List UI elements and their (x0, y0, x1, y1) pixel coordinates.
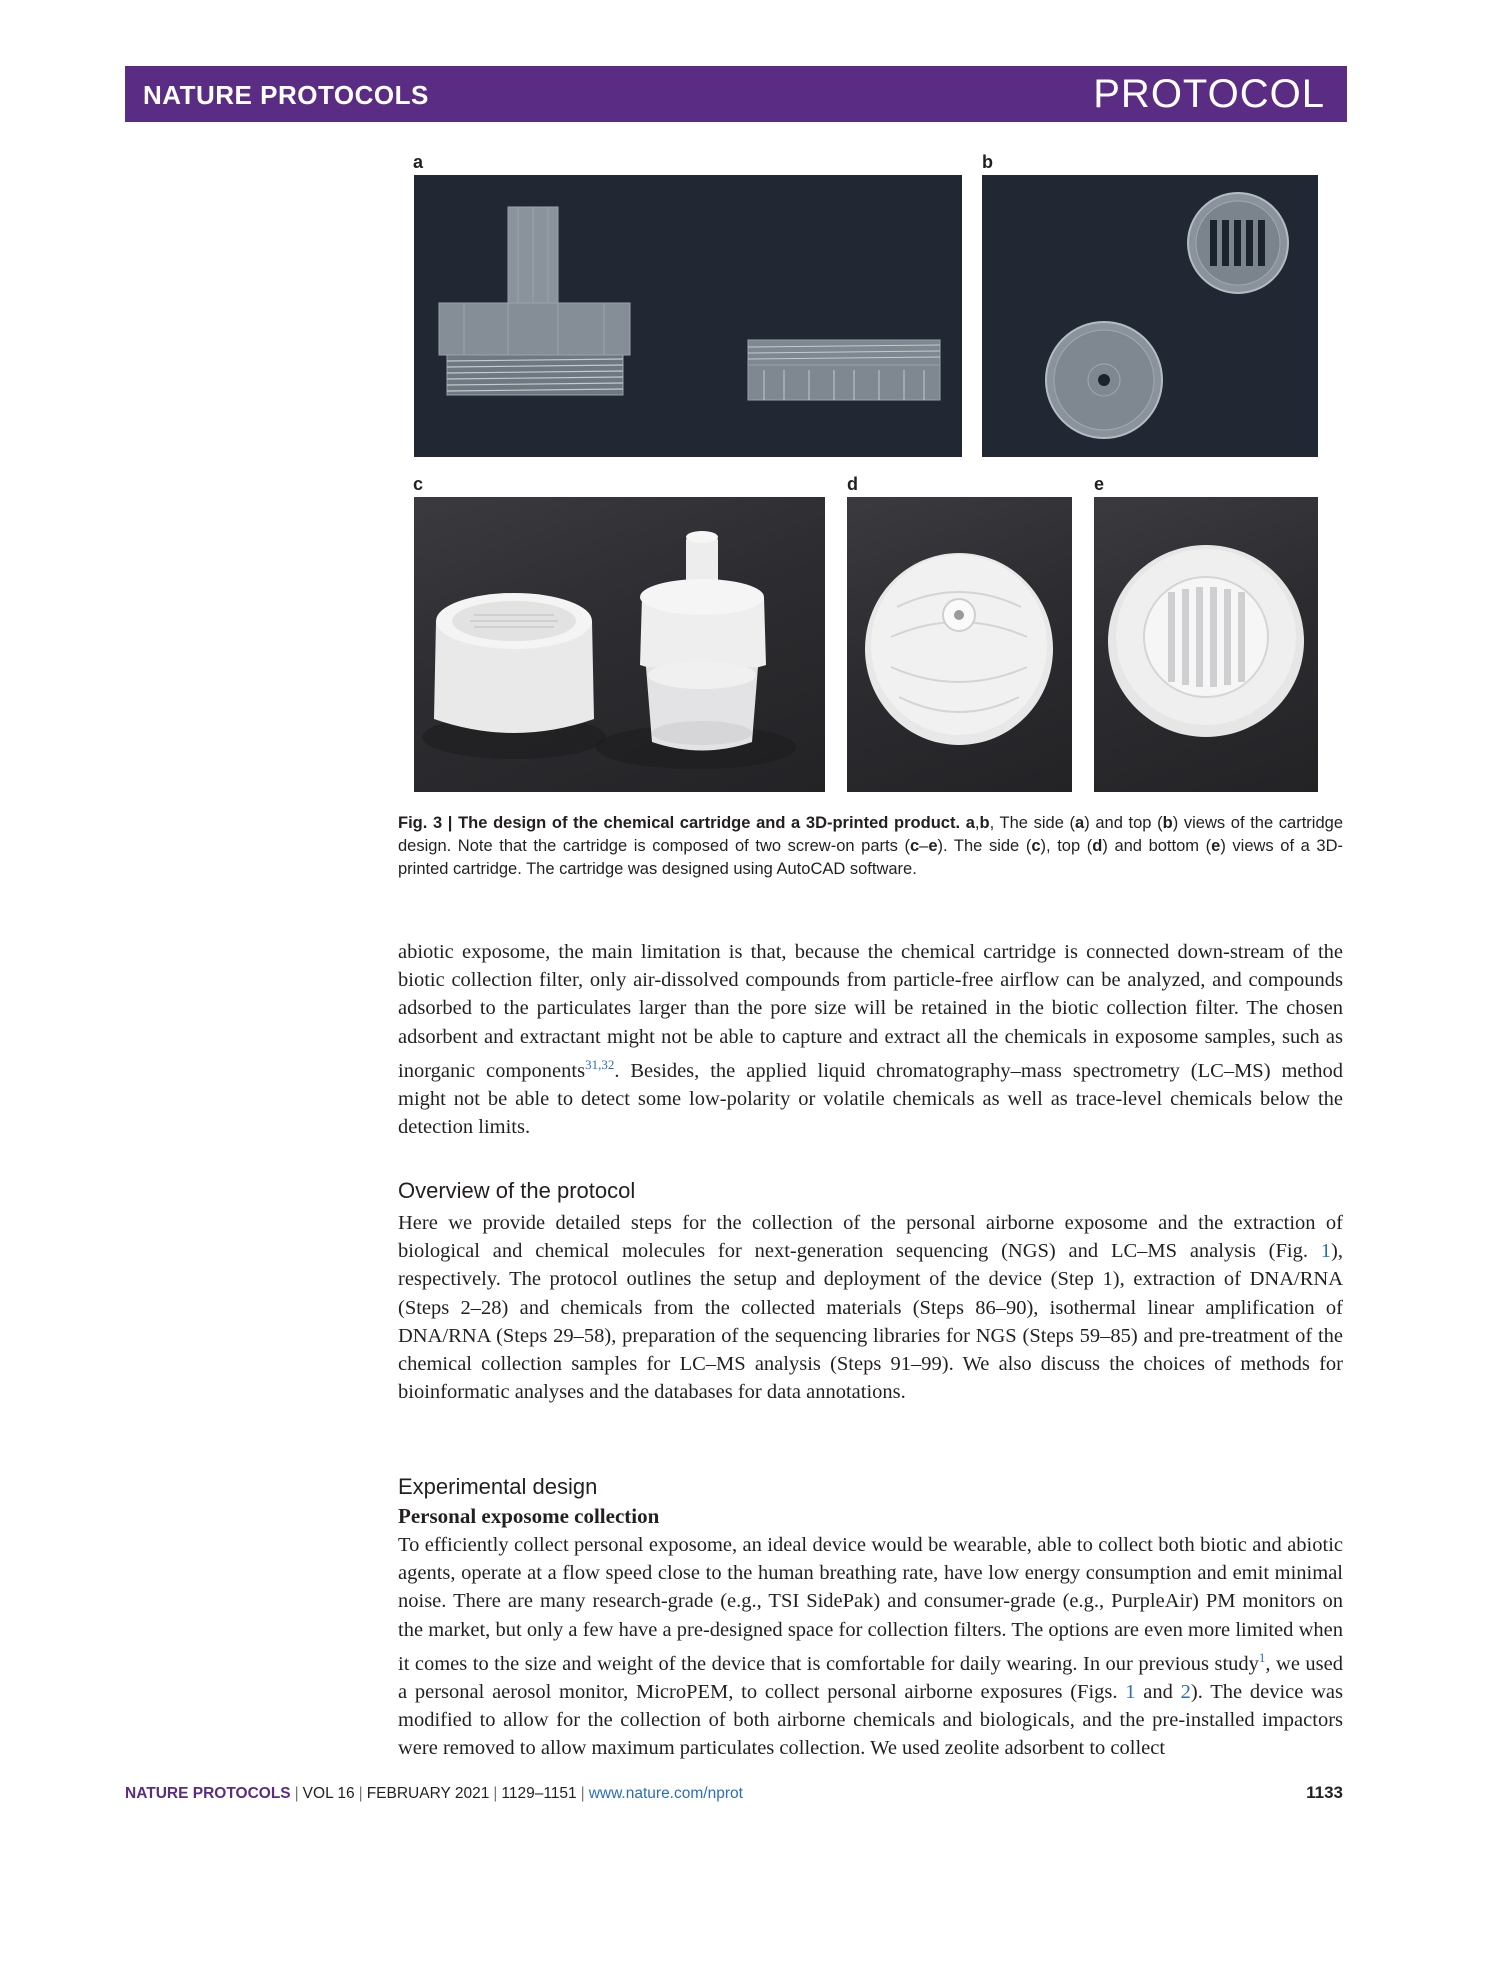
footer-volume: VOL 16 (302, 1785, 355, 1802)
body-paragraph-limitations-text (398, 941, 1343, 1138)
text-run: Here we provide detailed steps for the collection of the personal airborne exposome and the extraction of biological and chemical molecules for next-generation sequencing (NGS) and LC–MS analysis (Fig. (398, 1212, 1343, 1263)
text-run: , The side ( (989, 814, 1076, 832)
footer-journal-name: NATURE PROTOCOLS (125, 1785, 291, 1802)
figure-panel-b-cad-top-view (982, 175, 1318, 457)
text-run: ) views of a 3D-printed cartridge. The cartridge was designed using AutoCAD software. (398, 837, 1344, 878)
panel-label-e: e (1094, 474, 1105, 494)
footer-separator: | (580, 1785, 585, 1802)
figure-reference-link[interactable]: 1 (1320, 1240, 1332, 1263)
text-run: ) and top ( (1084, 814, 1163, 832)
figure-caption-title: Fig. 3 | The design of the chemical cartridge and a 3D-printed product. (398, 814, 961, 832)
figure-reference-link[interactable]: 1 (1125, 1680, 1136, 1703)
panel-reference: c (909, 837, 920, 855)
body-paragraph-limitations (398, 938, 1343, 1141)
figure-panel-e-photo-bottom-view (1094, 497, 1318, 792)
cad-top-view-drawing (982, 175, 1318, 457)
panel-reference: c (1031, 837, 1041, 855)
footer-separator: | (493, 1785, 498, 1802)
cad-side-view-drawing (414, 175, 962, 457)
panel-label-a: a (413, 152, 424, 172)
footer-page-range: 1129–1151 (501, 1785, 577, 1802)
body-paragraph-personal-collection (398, 1531, 1343, 1762)
text-run: To efficiently collect personal exposome, an ideal device would be wearable, able to collect both biotic and abiotic agents, operate at a flow speed close to the human breathing rate, have low energy consumption and emit minimal noise. There are many research-grade (e.g., TSI SidePak) and consumer-grade (e.g., PurpleAir) PM monitors on the market, but only a few have a pre-designed space for collection filters. The options are even more limited when it comes to the size and weight of the device that is comfortable for daily wearing. In our previous study (398, 1534, 1343, 1675)
panel-reference: b (1162, 814, 1173, 832)
text-run: , we used a personal aerosol monitor, MicroPEM, to collect personal airborne exposures (Figs. (398, 1652, 1343, 1703)
figure-caption (398, 812, 1343, 881)
footer-journal-link[interactable]: www.nature.com/nprot (588, 1785, 743, 1802)
printed-cartridge-side-photo (414, 497, 825, 792)
printed-cartridge-top-photo (847, 497, 1072, 792)
body-paragraph-overview (398, 1209, 1343, 1406)
page-footer (125, 1785, 743, 1803)
panel-reference: b (979, 814, 990, 832)
figure-reference-link[interactable]: 2 (1180, 1680, 1191, 1703)
panel-reference: e (1211, 837, 1221, 855)
body-paragraph-personal-collection-text (398, 1534, 1343, 1759)
footer-separator: | (358, 1785, 363, 1802)
page-number: 1133 (1306, 1783, 1343, 1802)
text-run: ). The device was modified to allow for the collection of both airborne chemicals and biologicals, and the pre-installed impactors were removed to allow maximum particulates collection. We used zeolite adsorbent to collect (398, 1680, 1343, 1760)
footer-separator: | (294, 1785, 299, 1802)
panel-reference: e (928, 837, 938, 855)
text-run: . Besides, the applied liquid chromatography–mass spectrometry (LC–MS) method might not be able to detect some low-polarity or volatile chemicals as well as trace-level chemicals below the detection limits. (398, 1059, 1343, 1139)
subsection-heading-personal-exposome: Personal exposome collection (398, 1504, 660, 1528)
figure-panel-a-cad-side-view (414, 175, 962, 457)
text-run: ), top ( (1040, 837, 1093, 855)
panel-reference: d (1092, 837, 1103, 855)
text-run: abiotic exposome, the main limitation is that, because the chemical cartridge is connected down-stream of the biotic collection filter, only air-dissolved compounds from particle-free airflow can be analyzed, and compounds adsorbed to the particulates larger than the pore size will be retained in the biotic collection filter. The chosen adsorbent and extractant might not be able to capture and extract all the chemicals in exposome samples, such as inorganic components (398, 941, 1343, 1082)
journal-header-bar (125, 66, 1347, 122)
text-run: – (919, 837, 929, 855)
citation-superscript[interactable]: 31,32 (585, 1056, 615, 1072)
figure-panel-c-photo-side-view (414, 497, 825, 792)
panel-label-d: d (847, 474, 858, 494)
section-heading-experimental-design: Experimental design (398, 1474, 598, 1499)
text-run: and (1135, 1680, 1181, 1703)
panel-reference: a (965, 814, 975, 832)
panel-label-b: b (982, 152, 993, 172)
figure-panel-d-photo-top-view (847, 497, 1072, 792)
journal-name: NATURE PROTOCOLS (143, 80, 429, 110)
text-run: ) and bottom ( (1102, 837, 1212, 855)
text-run: ). The side ( (937, 837, 1032, 855)
text-run: , (974, 814, 980, 832)
text-run: ), respectively. The protocol outlines the setup and deployment of the device (Step 1), extraction of DNA/RNA (Steps 2–28) and chemicals from the collected materials (Steps 86–90), isothermal linear amplification of DNA/RNA (Steps 29–58), preparation of the sequencing libraries for NGS (Steps 59–85) and pre-treatment of the chemical collection samples for LC–MS analysis (Steps 91–99). We also discuss the choices of methods for bioinformatic analyses and the databases for data annotations. (398, 1240, 1343, 1404)
panel-label-c: c (413, 474, 424, 494)
printed-cartridge-bottom-photo (1094, 497, 1318, 792)
panel-reference: a (1075, 814, 1085, 832)
article-type: PROTOCOL (1093, 72, 1325, 116)
section-heading-overview: Overview of the protocol (398, 1178, 636, 1203)
text-run: ) views of the cartridge design. Note that the cartridge is composed of two screw-on parts ( (398, 814, 1343, 855)
body-paragraph-overview-text (398, 1212, 1343, 1403)
footer-date: FEBRUARY 2021 (366, 1785, 490, 1802)
citation-superscript[interactable]: 1 (1258, 1649, 1266, 1665)
